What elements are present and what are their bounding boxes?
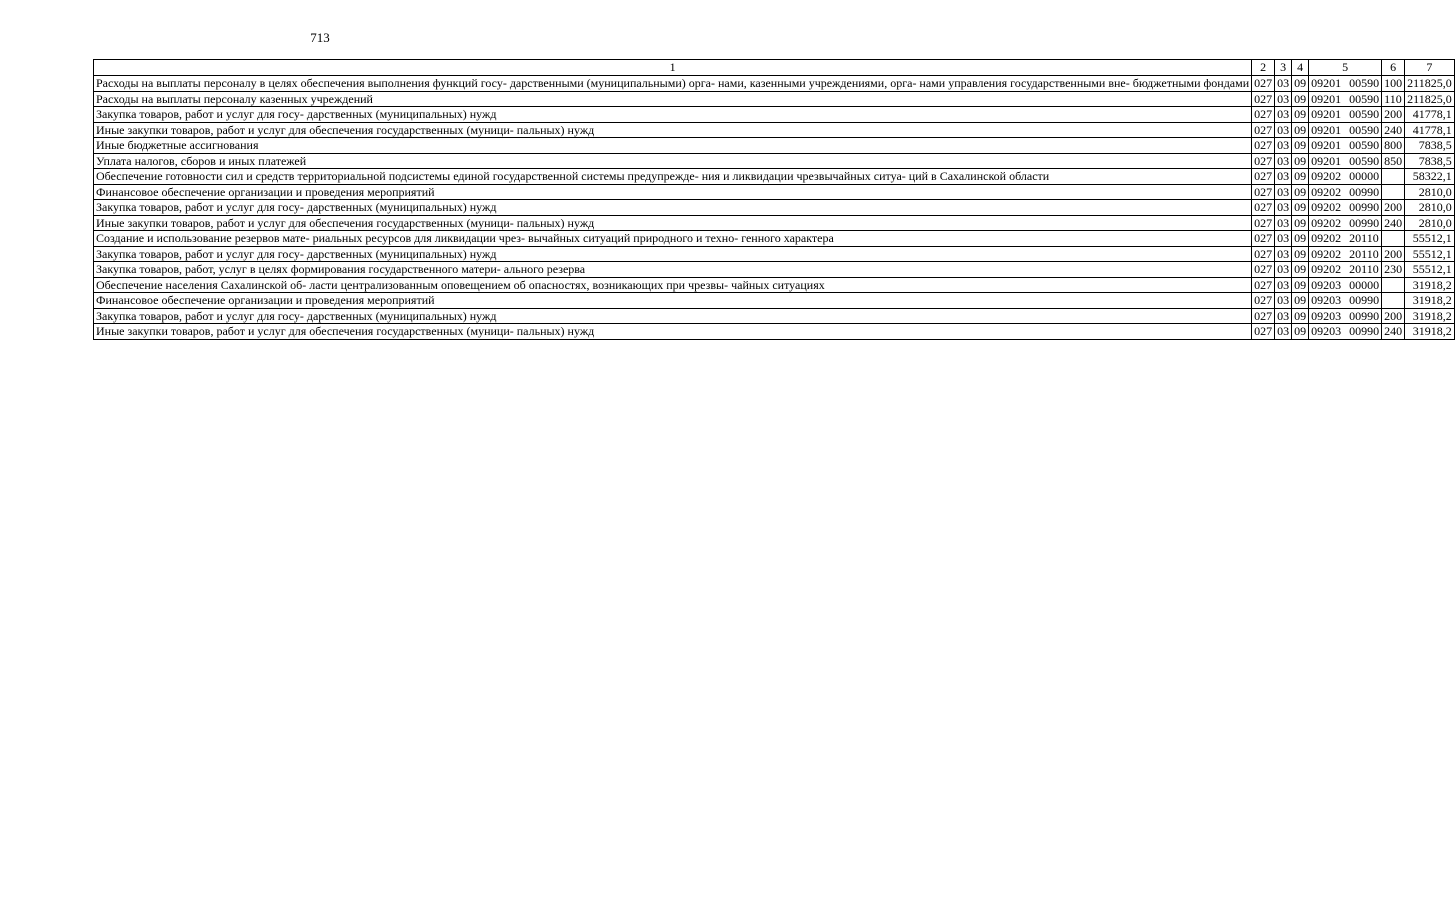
- section-code-cell: 03: [1275, 231, 1292, 247]
- expense-type-cell: [1382, 184, 1405, 200]
- amount-cell: 31918,2: [1405, 308, 1455, 324]
- row-description-cell: Расходы на выплаты персоналу в целях обеспечения выполнения функций госу- дарственными (муниципальными) орга- нами, казенными учреждениями, орга- нами управления государственными вне- бюджетными фондами: [94, 76, 1252, 92]
- amount-cell: 31918,2: [1405, 293, 1455, 309]
- section-code-cell: 03: [1275, 246, 1292, 262]
- table-row: [94, 153, 1455, 169]
- subsection-code-cell: 09: [1292, 184, 1309, 200]
- ministry-code-cell: 027: [1252, 138, 1275, 154]
- ministry-code-cell: 027: [1252, 215, 1275, 231]
- ministry-code-cell: 027: [1252, 231, 1275, 247]
- expense-type-cell: 240: [1382, 324, 1405, 340]
- table-row: [94, 169, 1455, 185]
- column-header-7: 7: [1405, 60, 1455, 76]
- row-description-cell: Иные закупки товаров, работ и услуг для обеспечения государственных (муници- пальных) нужд: [94, 324, 1252, 340]
- amount-cell: 31918,2: [1405, 277, 1455, 293]
- table-row: [94, 76, 1455, 92]
- expense-type-cell: 240: [1382, 122, 1405, 138]
- amount-cell: 211825,0: [1405, 91, 1455, 107]
- table-row: [94, 107, 1455, 123]
- section-code-cell: 03: [1275, 277, 1292, 293]
- row-description-cell: Иные закупки товаров, работ и услуг для обеспечения государственных (муници- пальных) нужд: [94, 215, 1252, 231]
- amount-cell: 211825,0: [1405, 76, 1455, 92]
- expense-type-cell: 800: [1382, 138, 1405, 154]
- table-row: [94, 184, 1455, 200]
- table-row: [94, 122, 1455, 138]
- row-description-cell: Обеспечение населения Сахалинской об- ласти централизованным оповещением об опасностях, возникающих при чрезвы- чайных ситуациях: [94, 277, 1252, 293]
- amount-cell: 7838,5: [1405, 153, 1455, 169]
- subsection-code-cell: 09: [1292, 277, 1309, 293]
- expense-type-cell: 200: [1382, 308, 1405, 324]
- ministry-code-cell: 027: [1252, 200, 1275, 216]
- expense-type-cell: 240: [1382, 215, 1405, 231]
- amount-cell: 2810,0: [1405, 215, 1455, 231]
- row-description-cell: Иные бюджетные ассигнования: [94, 138, 1252, 154]
- section-code-cell: 03: [1275, 262, 1292, 278]
- subsection-code-cell: 09: [1292, 231, 1309, 247]
- expense-type-cell: 230: [1382, 262, 1405, 278]
- row-description-cell: Создание и использование резервов мате- риальных ресурсов для ликвидации чрез- вычайных ситуаций природного и техно- генного характера: [94, 231, 1252, 247]
- row-description-cell: Закупка товаров, работ, услуг в целях формирования государственного матери- ального резерва: [94, 262, 1252, 278]
- amount-cell: 2810,0: [1405, 200, 1455, 216]
- subsection-code-cell: 09: [1292, 122, 1309, 138]
- target-article-cell: 09202 00990: [1309, 215, 1382, 231]
- target-article-cell: 09202 20110: [1309, 246, 1382, 262]
- expense-type-cell: [1382, 293, 1405, 309]
- ministry-code-cell: 027: [1252, 262, 1275, 278]
- target-article-cell: 09203 00990: [1309, 308, 1382, 324]
- row-description-cell: Закупка товаров, работ и услуг для госу- дарственных (муниципальных) нужд: [94, 308, 1252, 324]
- column-header-5: 5: [1309, 60, 1382, 76]
- target-article-cell: 09201 00590: [1309, 76, 1382, 92]
- row-description-cell: Уплата налогов, сборов и иных платежей: [94, 153, 1252, 169]
- target-article-cell: 09202 00000: [1309, 169, 1382, 185]
- subsection-code-cell: 09: [1292, 91, 1309, 107]
- table-row: [94, 277, 1455, 293]
- table-row: [94, 293, 1455, 309]
- target-article-cell: 09201 00590: [1309, 153, 1382, 169]
- section-code-cell: 03: [1275, 184, 1292, 200]
- table-row: [94, 200, 1455, 216]
- ministry-code-cell: 027: [1252, 308, 1275, 324]
- ministry-code-cell: 027: [1252, 324, 1275, 340]
- row-description-cell: Закупка товаров, работ и услуг для госу- дарственных (муниципальных) нужд: [94, 107, 1252, 123]
- section-code-cell: 03: [1275, 200, 1292, 216]
- target-article-cell: 09202 00990: [1309, 200, 1382, 216]
- subsection-code-cell: 09: [1292, 76, 1309, 92]
- expense-type-cell: 100: [1382, 76, 1405, 92]
- expense-type-cell: [1382, 169, 1405, 185]
- ministry-code-cell: 027: [1252, 246, 1275, 262]
- row-description-cell: Обеспечение готовности сил и средств территориальной подсистемы единой государственной системы предупрежде- ния и ликвидации чрезвычайных ситуа- ций в Сахалинской области: [94, 169, 1252, 185]
- table-row: [94, 138, 1455, 154]
- table-row: [94, 262, 1455, 278]
- expense-type-cell: [1382, 231, 1405, 247]
- ministry-code-cell: 027: [1252, 277, 1275, 293]
- section-code-cell: 03: [1275, 324, 1292, 340]
- table-row: [94, 91, 1455, 107]
- target-article-cell: 09202 20110: [1309, 262, 1382, 278]
- target-article-cell: 09203 00990: [1309, 324, 1382, 340]
- column-header-3: 3: [1275, 60, 1292, 76]
- subsection-code-cell: 09: [1292, 215, 1309, 231]
- subsection-code-cell: 09: [1292, 169, 1309, 185]
- page-number: 713: [310, 30, 330, 45]
- expense-type-cell: 200: [1382, 200, 1405, 216]
- target-article-cell: 09202 20110: [1309, 231, 1382, 247]
- section-code-cell: 03: [1275, 293, 1292, 309]
- table-body: [94, 76, 1455, 340]
- ministry-code-cell: 027: [1252, 76, 1275, 92]
- table-row: [94, 215, 1455, 231]
- table-row: [94, 231, 1455, 247]
- section-code-cell: 03: [1275, 215, 1292, 231]
- subsection-code-cell: 09: [1292, 107, 1309, 123]
- ministry-code-cell: 027: [1252, 184, 1275, 200]
- target-article-cell: 09201 00590: [1309, 107, 1382, 123]
- section-code-cell: 03: [1275, 107, 1292, 123]
- amount-cell: 2810,0: [1405, 184, 1455, 200]
- ministry-code-cell: 027: [1252, 293, 1275, 309]
- amount-cell: 55512,1: [1405, 246, 1455, 262]
- section-code-cell: 03: [1275, 153, 1292, 169]
- ministry-code-cell: 027: [1252, 122, 1275, 138]
- table-row: [94, 308, 1455, 324]
- amount-cell: 41778,1: [1405, 122, 1455, 138]
- column-header-1: 1: [94, 60, 1252, 76]
- ministry-code-cell: 027: [1252, 153, 1275, 169]
- subsection-code-cell: 09: [1292, 324, 1309, 340]
- expense-type-cell: 110: [1382, 91, 1405, 107]
- section-code-cell: 03: [1275, 122, 1292, 138]
- expense-type-cell: [1382, 277, 1405, 293]
- amount-cell: 55512,1: [1405, 231, 1455, 247]
- expense-type-cell: 200: [1382, 246, 1405, 262]
- amount-cell: 41778,1: [1405, 107, 1455, 123]
- amount-cell: 58322,1: [1405, 169, 1455, 185]
- target-article-cell: 09202 00990: [1309, 184, 1382, 200]
- subsection-code-cell: 09: [1292, 293, 1309, 309]
- table-row: [94, 246, 1455, 262]
- target-article-cell: 09203 00990: [1309, 293, 1382, 309]
- ministry-code-cell: 027: [1252, 91, 1275, 107]
- amount-cell: 31918,2: [1405, 324, 1455, 340]
- budget-table: [93, 59, 1455, 340]
- subsection-code-cell: 09: [1292, 308, 1309, 324]
- section-code-cell: 03: [1275, 308, 1292, 324]
- column-header-6: 6: [1382, 60, 1405, 76]
- expense-type-cell: 200: [1382, 107, 1405, 123]
- section-code-cell: 03: [1275, 169, 1292, 185]
- row-description-cell: Закупка товаров, работ и услуг для госу- дарственных (муниципальных) нужд: [94, 246, 1252, 262]
- ministry-code-cell: 027: [1252, 169, 1275, 185]
- subsection-code-cell: 09: [1292, 246, 1309, 262]
- section-code-cell: 03: [1275, 138, 1292, 154]
- section-code-cell: 03: [1275, 91, 1292, 107]
- ministry-code-cell: 027: [1252, 107, 1275, 123]
- subsection-code-cell: 09: [1292, 153, 1309, 169]
- section-code-cell: 03: [1275, 76, 1292, 92]
- table-header-row: [94, 60, 1455, 76]
- column-header-4: 4: [1292, 60, 1309, 76]
- expense-type-cell: 850: [1382, 153, 1405, 169]
- row-description-cell: Иные закупки товаров, работ и услуг для обеспечения государственных (муници- пальных) нужд: [94, 122, 1252, 138]
- table-row: [94, 324, 1455, 340]
- column-header-2: 2: [1252, 60, 1275, 76]
- subsection-code-cell: 09: [1292, 262, 1309, 278]
- target-article-cell: 09201 00590: [1309, 138, 1382, 154]
- amount-cell: 7838,5: [1405, 138, 1455, 154]
- row-description-cell: Финансовое обеспечение организации и проведения мероприятий: [94, 293, 1252, 309]
- amount-cell: 55512,1: [1405, 262, 1455, 278]
- subsection-code-cell: 09: [1292, 138, 1309, 154]
- row-description-cell: Расходы на выплаты персоналу казенных учреждений: [94, 91, 1252, 107]
- row-description-cell: Финансовое обеспечение организации и проведения мероприятий: [94, 184, 1252, 200]
- subsection-code-cell: 09: [1292, 200, 1309, 216]
- target-article-cell: 09201 00590: [1309, 91, 1382, 107]
- target-article-cell: 09203 00000: [1309, 277, 1382, 293]
- target-article-cell: 09201 00590: [1309, 122, 1382, 138]
- row-description-cell: Закупка товаров, работ и услуг для госу- дарственных (муниципальных) нужд: [94, 200, 1252, 216]
